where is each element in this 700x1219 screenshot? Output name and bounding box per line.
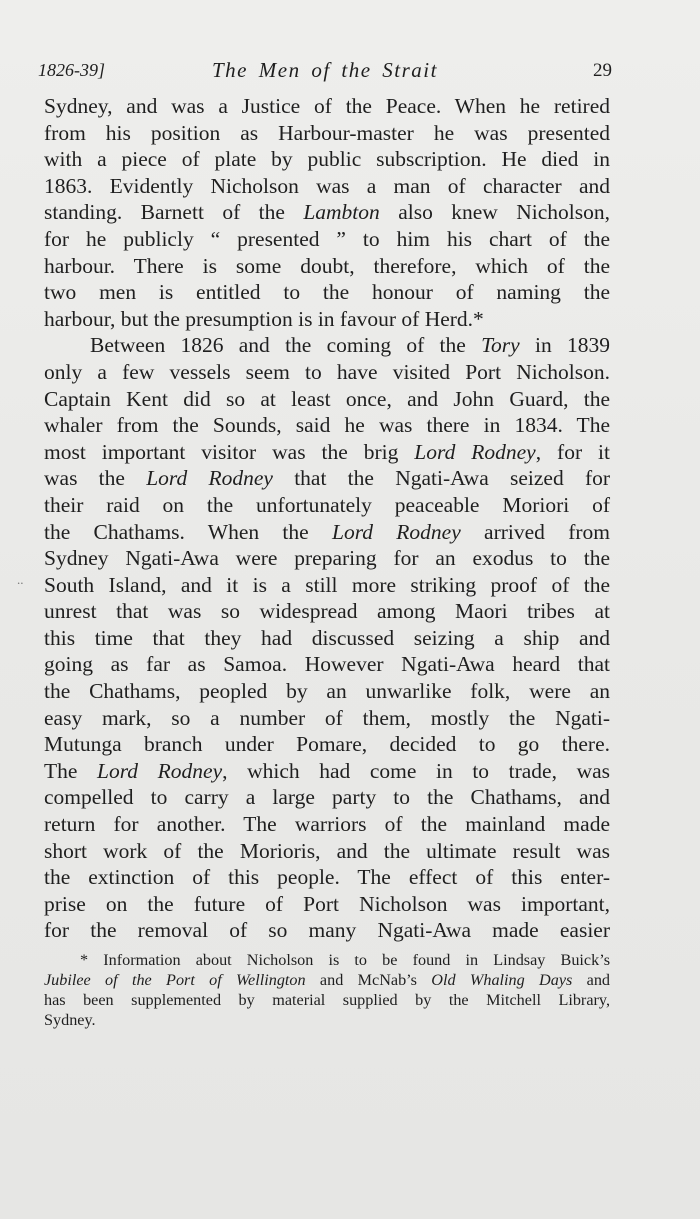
text-line: compelled to carry a large party to the Chathams, and xyxy=(44,785,610,810)
text-line: the extinction of this people. The effect of this enter- xyxy=(44,865,610,890)
text-line: was the Lord Rodney that the Ngati-Awa seized for xyxy=(44,466,611,491)
footnote-line: Sydney. xyxy=(44,1011,96,1029)
margin-mark: .. xyxy=(17,572,24,587)
ship-name: Lord Rodney xyxy=(331,519,461,544)
text-line: this time that they had discussed seizing a ship and xyxy=(44,625,610,650)
ship-name: Lord Rodney xyxy=(146,466,273,491)
footnote xyxy=(44,950,610,1030)
text-line: prise on the future of Port Nicholson was important, xyxy=(44,891,610,916)
body-text xyxy=(44,93,610,944)
text-line: the Chathams, peopled by an unwarlike folk, were an xyxy=(44,679,610,704)
page-number: 29 xyxy=(593,60,612,81)
text-line: Between 1826 and the coming of the Tory in 1839 xyxy=(90,333,610,358)
footnote-line: Jubilee of the Port of Wellington and McNab’s Old Whaling Days and xyxy=(44,971,611,989)
text-line: Sydney, and was a Justice of the Peace. When he retired xyxy=(44,94,610,118)
running-header xyxy=(38,58,612,86)
text-line: for he publicly “ presented ” to him his chart of the xyxy=(44,226,610,251)
ship-name: Lambton xyxy=(303,200,380,225)
footnote-line: has been supplemented by material supplied by the Mitchell Library, xyxy=(44,991,610,1009)
text-line: The Lord Rodney, which had come in to trade, was xyxy=(44,758,611,783)
text-line: the Chathams. When the Lord Rodney arrived from xyxy=(44,519,611,544)
text-line: Mutunga branch under Pomare, decided to go there. xyxy=(44,732,610,757)
text-line: harbour, but the presumption is in favour of Herd.* xyxy=(44,306,484,331)
text-line: two men is entitled to the honour of naming the xyxy=(44,280,610,305)
text-line: easy mark, so a number of them, mostly the Ngati- xyxy=(44,705,610,730)
text-line: their raid on the unfortunately peaceable Moriori of xyxy=(44,492,610,517)
text-line: short work of the Morioris, and the ultimate result was xyxy=(44,838,610,863)
ship-name: Lord Rodney xyxy=(97,758,223,783)
text-line: unrest that was so widespread among Maori tribes at xyxy=(44,599,610,624)
book-title: Old Whaling Days xyxy=(431,971,573,989)
text-line: Captain Kent did so at least once, and John Guard, the xyxy=(44,386,610,411)
text-line: harbour. There is some doubt, therefore, which of the xyxy=(44,253,610,278)
text-line: standing. Barnett of the Lambton also knew Nicholson, xyxy=(44,200,610,225)
text-line: most important visitor was the brig Lord Rodney, for it xyxy=(44,439,610,464)
running-head-title: The Men of the Strait xyxy=(212,58,438,82)
ship-name: Tory xyxy=(481,333,520,358)
text-line: only a few vessels seem to have visited Port Nicholson. xyxy=(44,359,610,384)
running-head-years: 1826-39] xyxy=(38,60,105,80)
text-line: going as far as Samoa. However Ngati-Awa heard that xyxy=(44,652,610,677)
footnote-line: * Information about Nicholson is to be found in Lindsay Buick’s xyxy=(80,951,610,969)
book-title: Jubilee of the Port of Wellington xyxy=(44,971,306,989)
text-line: for the removal of so many Ngati-Awa made easier xyxy=(44,918,610,943)
text-line: from his position as Harbour-master he was presented xyxy=(44,120,610,145)
text-line: with a piece of plate by public subscription. He died in xyxy=(44,147,610,172)
ship-name: Lord Rodney xyxy=(414,439,536,464)
text-line: South Island, and it is a still more striking proof of the xyxy=(44,572,610,597)
text-line: return for another. The warriors of the mainland made xyxy=(44,812,610,837)
text-line: whaler from the Sounds, said he was there in 1834. The xyxy=(44,413,610,438)
text-line: Sydney Ngati-Awa were preparing for an exodus to the xyxy=(44,546,610,571)
text-line: 1863. Evidently Nicholson was a man of character and xyxy=(44,173,610,198)
